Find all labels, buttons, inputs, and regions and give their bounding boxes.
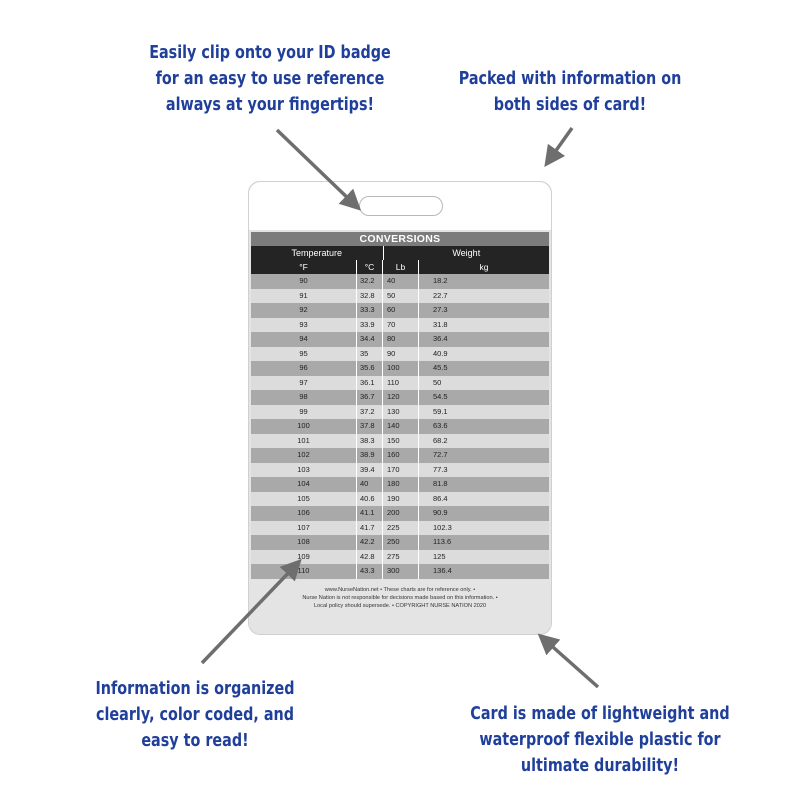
celsius-cell: 35.6 [357,361,383,376]
table-row [251,361,549,376]
fahrenheit-cell: 98 [251,390,357,405]
kilograms-cell: 86.4 [433,493,448,503]
table-row [251,274,549,289]
table-row [251,289,549,304]
pounds-header: Lb [383,260,419,274]
pounds-cell: 275 [383,550,419,565]
kilograms-cell: 54.5 [433,392,448,401]
fahrenheit-cell: 95 [251,347,357,362]
kilograms-cell: 113.6 [433,537,452,546]
celsius-cell: 32.8 [357,289,383,304]
pounds-cell: 130 [383,405,419,420]
footer-line: www.NurseNation.net • These charts are for reference only. • [324,587,476,593]
fahrenheit-cell: 103 [251,463,357,478]
kilograms-cell: 59.1 [433,406,448,416]
callout-line: Packed with information on [458,69,682,89]
kilograms-cell: 45.5 [433,363,448,372]
celsius-cell: 36.7 [357,390,383,405]
fahrenheit-header: °F [251,260,357,274]
fahrenheit-cell: 94 [251,332,357,347]
fahrenheit-cell: 104 [251,477,357,492]
conversion-table [251,232,549,579]
fahrenheit-cell: 97 [251,376,357,391]
table-row [251,550,549,565]
pounds-cell: 170 [383,463,419,478]
celsius-cell: 39.4 [357,463,383,478]
pounds-cell: 160 [383,448,419,463]
table-body [251,274,549,579]
kilograms-cell: 77.3 [433,464,448,474]
callout-line: always at your fingertips! [165,95,375,115]
celsius-cell: 38.3 [357,434,383,449]
column-header-row [251,260,549,274]
fahrenheit-cell: 108 [251,535,357,550]
celsius-cell: 41.1 [357,506,383,521]
table-row [251,506,549,521]
pounds-cell: 60 [383,303,419,318]
kilograms-cell: 90.9 [433,508,448,517]
fahrenheit-cell: 100 [251,419,357,434]
callout-line: easy to read! [141,731,249,751]
pounds-cell: 120 [383,390,419,405]
callout-clip-badge [135,40,406,118]
pounds-cell: 100 [383,361,419,376]
celsius-cell: 40.6 [357,492,383,507]
callout-line: Card is made of lightweight and [470,704,730,724]
table-row [251,376,549,391]
kilograms-cell: 136.4 [433,566,452,575]
kilograms-cell: 63.6 [433,421,448,430]
callout-durable [452,701,747,779]
card-top-area [249,182,551,230]
kilograms-cell: 22.7 [433,290,448,300]
table-row [251,405,549,420]
kilograms-cell: 81.8 [433,479,448,488]
pounds-cell: 110 [383,376,419,391]
callout-packed-info [447,66,693,118]
kilograms-cell: 68.2 [433,435,448,445]
table-row [251,448,549,463]
fahrenheit-cell: 92 [251,303,357,318]
table-row [251,463,549,478]
celsius-cell: 36.1 [357,376,383,391]
celsius-header: °C [357,260,383,274]
celsius-cell: 41.7 [357,521,383,536]
celsius-cell: 32.2 [357,274,383,289]
pounds-cell: 80 [383,332,419,347]
fahrenheit-cell: 106 [251,506,357,521]
group-header-row [251,246,549,260]
badge-clip-slot [359,196,443,216]
celsius-cell: 33.9 [357,318,383,333]
temperature-group-header: Temperature [251,246,384,260]
pounds-cell: 40 [383,274,419,289]
pounds-cell: 225 [383,521,419,536]
pounds-cell: 250 [383,535,419,550]
table-row [251,419,549,434]
callout-line: clearly, color coded, and [95,705,295,725]
table-row [251,434,549,449]
table-row [251,535,549,550]
kilograms-cell: 18.2 [433,276,448,285]
celsius-cell: 42.8 [357,550,383,565]
kilograms-cell: 36.4 [433,334,448,343]
fahrenheit-cell: 91 [251,289,357,304]
celsius-cell: 42.2 [357,535,383,550]
callout-line: waterproof flexible plastic for [479,730,721,750]
fahrenheit-cell: 101 [251,434,357,449]
celsius-cell: 33.3 [357,303,383,318]
fahrenheit-cell: 90 [251,274,357,289]
table-row [251,303,549,318]
callout-organized [76,676,314,754]
kilograms-header: kg [479,262,489,272]
fahrenheit-cell: 110 [251,564,357,579]
table-row [251,347,549,362]
pounds-cell: 180 [383,477,419,492]
pounds-cell: 150 [383,434,419,449]
table-title: CONVERSIONS [251,232,549,246]
card-footer [249,586,551,610]
celsius-cell: 43.3 [357,564,383,579]
pounds-cell: 70 [383,318,419,333]
footer-line: Nurse Nation is not responsible for decisions made based on this information. • [302,595,498,601]
table-row [251,318,549,333]
pounds-cell: 200 [383,506,419,521]
footer-line: Local policy should supersede. • COPYRIGHT NURSE NATION 2020 [313,603,487,609]
celsius-cell: 37.8 [357,419,383,434]
celsius-cell: 38.9 [357,448,383,463]
kilograms-cell: 50 [433,377,442,387]
pounds-cell: 50 [383,289,419,304]
table-row [251,477,549,492]
pounds-cell: 140 [383,419,419,434]
pounds-cell: 90 [383,347,419,362]
callout-line: both sides of card! [493,95,647,115]
table-row [251,521,549,536]
celsius-cell: 35 [357,347,383,362]
kilograms-cell: 31.8 [433,319,448,329]
callout-line: for an easy to use reference [155,69,385,89]
callout-line: Information is organized [95,679,295,699]
celsius-cell: 37.2 [357,405,383,420]
fahrenheit-cell: 93 [251,318,357,333]
fahrenheit-cell: 105 [251,492,357,507]
weight-group-header: Weight [452,248,481,258]
kilograms-cell: 125 [433,551,446,561]
fahrenheit-cell: 102 [251,448,357,463]
table-row [251,564,549,579]
callout-line: Easily clip onto your ID badge [149,43,391,63]
pounds-cell: 190 [383,492,419,507]
arrow-to-card-corner [545,640,598,687]
table-row [251,332,549,347]
badge-card [248,181,552,635]
kilograms-cell: 72.7 [433,450,448,459]
fahrenheit-cell: 109 [251,550,357,565]
fahrenheit-cell: 107 [251,521,357,536]
arrow-to-card-back [550,128,572,159]
celsius-cell: 40 [357,477,383,492]
table-row [251,492,549,507]
fahrenheit-cell: 99 [251,405,357,420]
kilograms-cell: 27.3 [433,305,448,314]
table-row [251,390,549,405]
callout-line: ultimate durability! [520,756,680,776]
kilograms-cell: 102.3 [433,522,452,532]
pounds-cell: 300 [383,564,419,579]
celsius-cell: 34.4 [357,332,383,347]
fahrenheit-cell: 96 [251,361,357,376]
kilograms-cell: 40.9 [433,348,448,358]
